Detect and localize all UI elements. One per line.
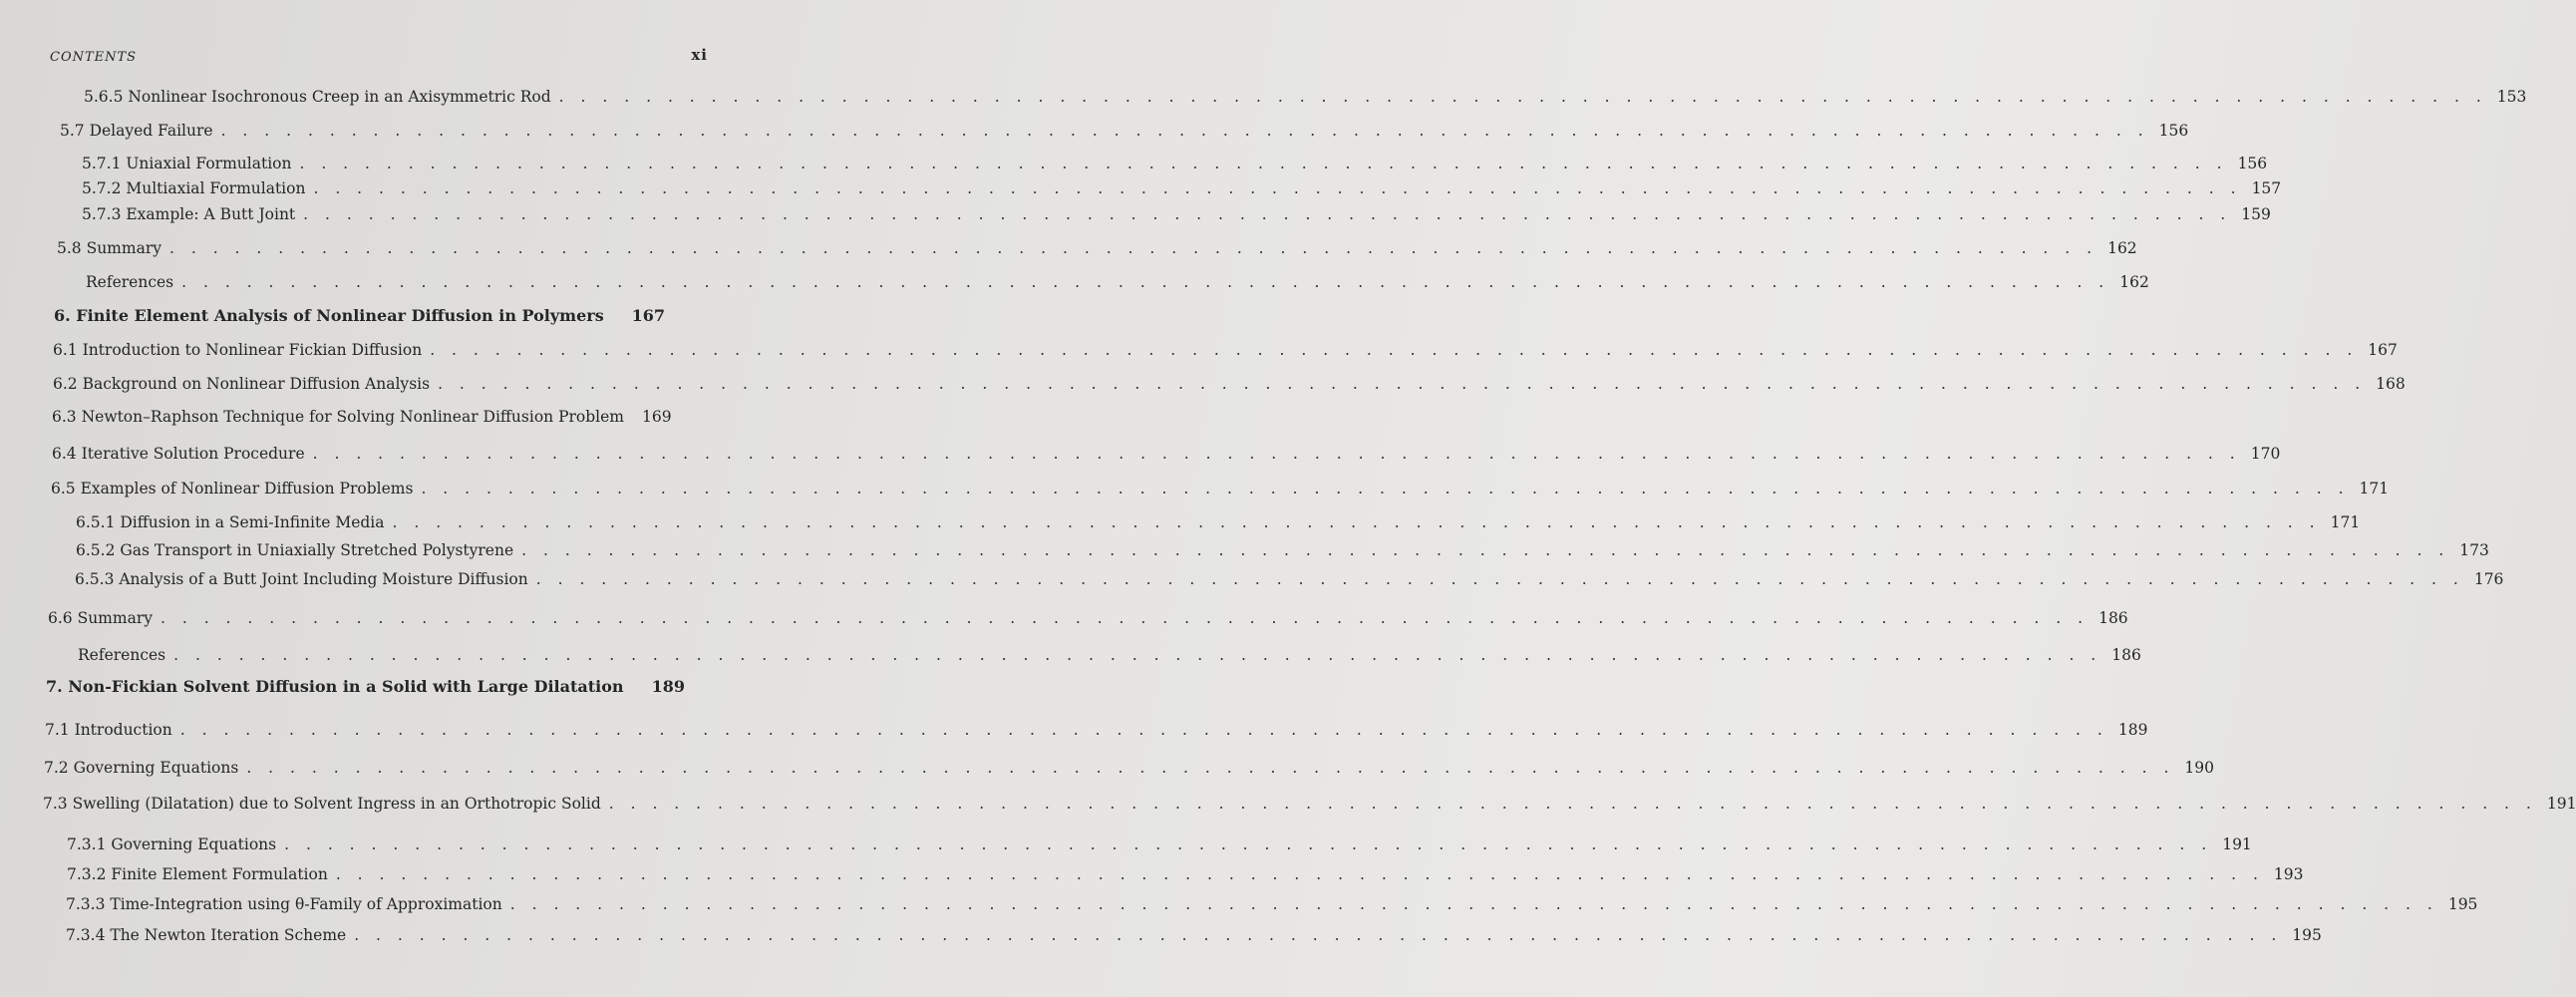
leader-dots [303,203,2231,225]
toc-entry [45,719,2148,741]
toc-entry [44,757,2215,779]
toc-entry-page: 189 [651,677,685,696]
toc-entry-page: 162 [2119,273,2149,291]
toc-entry-page: 162 [2107,239,2137,257]
leader-dots [313,177,2241,199]
toc-entry-label: 6. Finite Element Analysis of Nonlinear Diffusion in Polymers [54,306,604,325]
toc-entry [48,607,2128,629]
toc-entry-page: 153 [2496,88,2527,106]
toc-entry-page: 190 [2184,759,2215,777]
toc-entry-label: References [86,273,174,291]
page-number: xi [691,46,708,64]
toc-entry-label: 6.4 Iterative Solution Procedure [52,445,305,463]
toc-entry-label: 7.3.4 The Newton Iteration Scheme [66,926,347,944]
toc-entry [86,271,2149,293]
toc-entry [43,793,2576,815]
leader-dots [246,757,2174,779]
toc-entry-label: 5.7.3 Example: A Butt Joint [82,205,296,223]
toc-entry-label: 6.2 Background on Nonlinear Diffusion Analysis [53,375,431,393]
leader-dots [609,793,2537,815]
leader-dots [181,271,2109,293]
toc-entry [76,511,2361,533]
toc-entry-page: 159 [2241,205,2271,223]
toc-entry-label: 6.5 Examples of Nonlinear Diffusion Problems [51,480,414,498]
leader-dots [221,120,2149,142]
toc-entry-page: 167 [2368,341,2398,359]
leader-dots [161,607,2089,629]
toc-entry [67,863,2304,885]
toc-entry-label: 7.3 Swelling (Dilatation) due to Solvent Ingress in an Orthotropic Solid [43,795,601,813]
toc-entry-label: References [78,646,166,664]
leader-dots [559,86,2487,108]
toc-entry [82,177,2282,199]
toc-entry-label: 7.2 Governing Equations [44,759,239,777]
leader-dots [313,443,2241,465]
leader-dots [510,893,2438,915]
toc-entry [66,893,2478,915]
leader-dots [521,539,2449,561]
leader-dots [393,511,2321,533]
toc-entry-label: 5.8 Summary [57,239,161,257]
toc-entry-page: 191 [2546,795,2576,813]
toc-entry-page: 156 [2237,155,2268,172]
toc-entry-label: 6.5.3 Analysis of a Butt Joint Including Moisture Diffusion [75,570,528,588]
toc-entry-label: 7.3.2 Finite Element Formulation [67,865,328,883]
toc-chapter-entry [46,676,685,698]
toc-entry-label: 5.6.5 Nonlinear Isochronous Creep in an Axisymmetric Rod [84,88,551,106]
toc-entry-page: 167 [631,306,665,325]
toc-entry [67,833,2252,855]
toc-entry [60,120,2189,142]
toc-entry-label: 7.1 Introduction [45,721,172,739]
toc-entry-label: 7.3.1 Governing Equations [67,835,277,853]
running-title: CONTENTS [50,50,138,65]
toc-entry-page: 170 [2250,445,2281,463]
toc-entry-label: 6.3 Newton–Raphson Technique for Solving Nonlinear Diffusion Problem [52,408,624,426]
toc-entry [82,153,2268,174]
toc-entry [76,539,2489,561]
toc-entry [52,443,2281,465]
toc-entry-label: 7.3.3 Time-Integration using θ-Family of Approximation [66,895,502,913]
leader-dots [536,568,2464,590]
toc-entry-label: 6.5.1 Diffusion in a Semi-Infinite Media [76,513,385,531]
toc-entry [51,478,2390,499]
toc-entry-label: 6.1 Introduction to Nonlinear Fickian Diffusion [53,341,423,359]
toc-entry [66,924,2322,946]
toc-entry [82,203,2271,225]
toc-entry-page: 186 [2111,646,2141,664]
leader-dots [354,924,2282,946]
toc-entry-page: 171 [2330,513,2361,531]
leader-dots [430,339,2358,361]
toc-entry-page: 189 [2117,721,2148,739]
toc-entry-label: 7. Non-Fickian Solvent Diffusion in a Solid with Large Dilatation [46,677,624,696]
running-header [50,46,708,70]
toc-entry-page: 171 [2359,480,2390,498]
toc-entry-page: 176 [2473,570,2504,588]
toc-entry-page: 169 [642,408,672,426]
toc-entry-label: 5.7 Delayed Failure [60,122,213,140]
toc-entry-label: 6.6 Summary [48,609,153,627]
leader-dots [173,644,2101,666]
toc-entry-page: 195 [2292,926,2322,944]
leader-dots [438,373,2366,395]
leader-dots [421,478,2349,499]
leader-dots [284,833,2212,855]
toc-chapter-entry [54,305,665,327]
toc-entry-page: 156 [2158,122,2189,140]
toc-entry-page: 168 [2376,375,2406,393]
toc-entry-page: 193 [2273,865,2304,883]
toc-entry-page: 157 [2251,179,2282,197]
toc-entry-label: 5.7.1 Uniaxial Formulation [82,155,292,172]
toc-entry [75,568,2504,590]
leader-dots [299,153,2227,174]
toc-entry [52,406,672,428]
toc-entry [53,373,2406,395]
toc-entry [53,339,2398,361]
toc-entry [57,237,2137,259]
leader-dots [336,863,2264,885]
toc-entry-label: 6.5.2 Gas Transport in Uniaxially Stretched Polystyrene [76,541,514,559]
toc-entry-label: 5.7.2 Multiaxial Formulation [82,179,306,197]
toc-entry [78,644,2141,666]
toc-entry-page: 191 [2222,835,2252,853]
leader-dots [180,719,2108,741]
leader-dots [169,237,2097,259]
toc-entry-page: 173 [2459,541,2489,559]
toc-entry-page: 195 [2447,895,2478,913]
toc-entry-page: 186 [2098,609,2128,627]
toc-entry [84,86,2527,108]
